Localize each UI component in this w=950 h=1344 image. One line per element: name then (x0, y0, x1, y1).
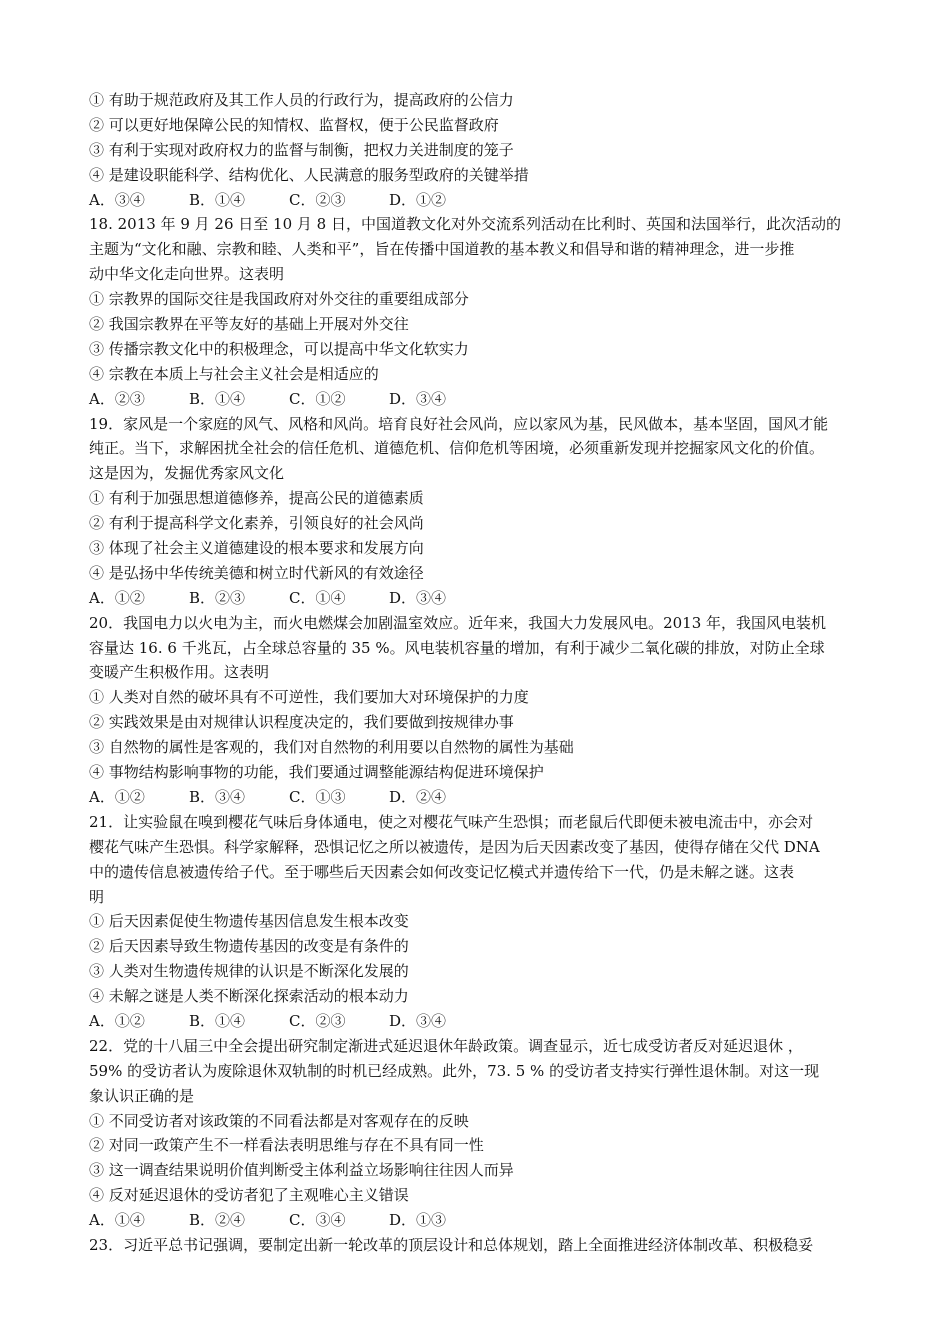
option-line: ④ 宗教在本质上与社会主义社会是相适应的 (89, 364, 379, 383)
choice-d: D．①③ (389, 1211, 447, 1230)
option-line: ③ 人类对生物遗传规律的认识是不断深化发展的 (89, 962, 409, 981)
choice-a: A．①② (89, 588, 145, 607)
option-line: ② 可以更好地保障公民的知情权、监督权，便于公民监督政府 (89, 115, 499, 134)
answer-choices (89, 188, 870, 213)
choice-d: D．③④ (389, 588, 447, 607)
question-23 (89, 1233, 870, 1258)
option-line: ④ 是弘扬中华传统美德和树立时代新风的有效途径 (89, 563, 424, 582)
choice-c: C．①③ (289, 787, 346, 806)
option-line: ④ 未解之谜是人类不断深化探索活动的根本动力 (89, 987, 409, 1006)
question-21 (89, 810, 870, 1034)
question-stem-line: 纯正。当下，求解困扰全社会的信任危机、道德危机、信仰危机等困境，必须重新发现并挖掘家风文化的价值。 (89, 439, 825, 458)
question-stem-line: 容量达 16. 6 千兆瓦，占全球总容量的 35 %。风电装机容量的增加，有利于减少二氧化碳的排放，对防止全球 (89, 638, 825, 657)
option-line: ① 有利于加强思想道德修养，提高公民的道德素质 (89, 489, 424, 508)
choice-a: A．①② (89, 1011, 145, 1030)
question-stem-line: 59% 的受访者认为废除退休双轨制的时机已经成熟。此外，73. 5 % 的受访者支持实行弹性退休制。对这一现 (89, 1061, 820, 1080)
question-17 (89, 88, 870, 212)
option-line: ③ 体现了社会主义道德建设的根本要求和发展方向 (89, 539, 424, 558)
choice-b: B．③④ (189, 787, 246, 806)
choice-d: D．③④ (389, 389, 447, 408)
choice-d: D．③④ (389, 1011, 447, 1030)
option-line: ③ 传播宗教文化中的积极理念，可以提高中华文化软实力 (89, 339, 469, 358)
option-line: ② 对同一政策产生不一样看法表明思维与存在不具有同一性 (89, 1136, 484, 1155)
option-line: ② 后天因素导致生物遗传基因的改变是有条件的 (89, 937, 409, 956)
option-line: ② 有利于提高科学文化素养，引领良好的社会风尚 (89, 514, 424, 533)
option-line: ② 实践效果是由对规律认识程度决定的，我们要做到按规律办事 (89, 713, 514, 732)
question-stem-line: 21．让实验鼠在嗅到樱花气味后身体通电，使之对樱花气味产生恐惧；而老鼠后代即便未被电流击中，亦会对 (89, 812, 814, 831)
question-22 (89, 1034, 870, 1233)
choice-c: C．②③ (289, 190, 346, 209)
choice-c: C．②③ (289, 1011, 346, 1030)
option-line: ② 我国宗教界在平等友好的基础上开展对外交往 (89, 315, 409, 334)
choice-b: B．①④ (189, 1011, 246, 1030)
choice-a: A．①④ (89, 1211, 145, 1230)
choice-b: B．②③ (189, 588, 246, 607)
option-line: ③ 有利于实现对政府权力的监督与制衡，把权力关进制度的笼子 (89, 140, 514, 159)
option-line: ④ 事物结构影响事物的功能，我们要通过调整能源结构促进环境保护 (89, 763, 544, 782)
question-20 (89, 611, 870, 810)
question-stem-line: 明 (89, 887, 105, 906)
option-line: ① 有助于规范政府及其工作人员的行政行为，提高政府的公信力 (89, 91, 514, 109)
question-19 (89, 412, 870, 611)
choice-b: B．②④ (189, 1211, 246, 1230)
question-stem-line: 这是因为，发掘优秀家风文化 (89, 464, 285, 483)
option-line: ④ 反对延迟退休的受访者犯了主观唯心主义错误 (89, 1186, 409, 1205)
option-line: ① 宗教界的国际交往是我国政府对外交往的重要组成部分 (89, 290, 469, 309)
option-line: ① 不同受访者对该政策的不同看法都是对客观存在的反映 (89, 1111, 469, 1130)
answer-choices (89, 586, 870, 611)
choice-a: A．③④ (89, 190, 145, 209)
question-stem-line: 19．家风是一个家庭的风气、风格和风尚。培育良好社会风尚，应以家风为基，民风做本，基本坚固，国风才能 (89, 414, 829, 433)
choice-c: C．①② (289, 389, 346, 408)
answer-choices (89, 785, 870, 810)
question-stem-line: 20．我国电力以火电为主，而火电燃煤会加剧温室效应。近年来，我国大力发展风电。2013 年，我国风电装机 (89, 613, 827, 632)
choice-b: B．①④ (189, 190, 246, 209)
choice-b: B．①④ (189, 389, 246, 408)
question-18 (89, 212, 870, 411)
question-stem-line: 中的遗传信息被遗传给子代。至于哪些后天因素会如何改变记忆模式并遗传给下一代，仍是未解之谜。这表 (89, 862, 795, 881)
question-stem-line: 18. 2013 年 9 月 26 日至 10 月 8 日，中国道教文化对外交流系列活动在比利时、英国和法国举行，此次活动的 (89, 215, 841, 234)
choice-d: D．②④ (389, 787, 447, 806)
choice-c: C．③④ (289, 1211, 346, 1230)
question-stem-line: 樱花气味产生恐惧。科学家解释，恐惧记忆之所以被遗传，是因为后天因素改变了基因，使得存储在父代 DNA (89, 837, 820, 856)
choice-d: D．①② (389, 190, 447, 209)
question-stem-line: 23．习近平总书记强调，要制定出新一轮改革的顶层设计和总体规划，踏上全面推进经济体制改革、积极稳妥 (89, 1235, 814, 1254)
option-line: ① 后天因素促使生物遗传基因信息发生根本改变 (89, 912, 409, 931)
option-line: ① 人类对自然的破坏具有不可逆性，我们要加大对环境保护的力度 (89, 688, 529, 707)
choice-c: C．①④ (289, 588, 346, 607)
answer-choices (89, 1208, 870, 1233)
answer-choices (89, 387, 870, 412)
answer-choices (89, 1009, 870, 1034)
question-stem-line: 22．党的十八届三中全会提出研究制定渐进式延迟退休年龄政策。调查显示，近七成受访者反对延迟退休 ， (89, 1036, 803, 1055)
choice-a: A．②③ (89, 389, 145, 408)
option-line: ④ 是建设职能科学、结构优化、人民满意的服务型政府的关键举措 (89, 165, 529, 184)
question-stem-line: 变暖产生积极作用。这表明 (89, 663, 270, 682)
question-stem-line: 象认识正确的是 (89, 1086, 195, 1105)
question-stem-line: 动中华文化走向世界。这表明 (89, 265, 285, 284)
question-stem-line: 主题为“文化和融、宗教和睦、人类和平”，旨在传播中国道教的基本教义和倡导和谐的精神理念，进一步推 (89, 240, 795, 259)
option-line: ③ 这一调查结果说明价值判断受主体利益立场影响往往因人而异 (89, 1161, 514, 1180)
option-line: ③ 自然物的属性是客观的，我们对自然物的利用要以自然物的属性为基础 (89, 738, 574, 757)
choice-a: A．①② (89, 787, 145, 806)
